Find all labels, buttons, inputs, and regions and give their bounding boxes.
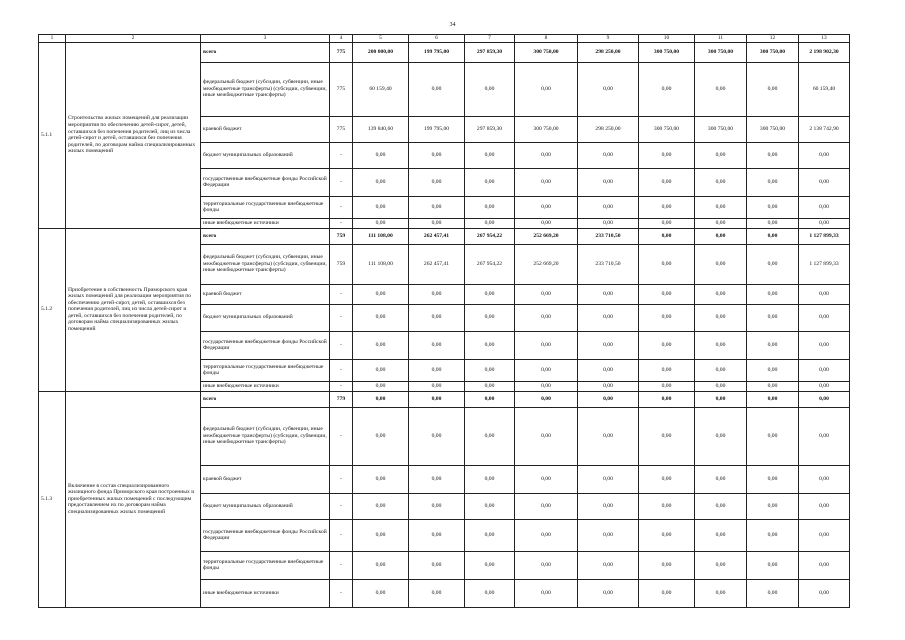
grbs-code: 775 xyxy=(330,62,353,116)
amount-cell: 0,00 xyxy=(799,465,850,493)
amount-cell: 0,00 xyxy=(695,551,747,579)
amount-cell: 0,00 xyxy=(639,304,695,331)
amount-cell: 0,00 xyxy=(747,381,799,391)
amount-cell: 0,00 xyxy=(639,62,695,116)
amount-cell: 0,00 xyxy=(695,519,747,551)
amount-cell: 252 669,20 xyxy=(515,228,578,244)
amount-cell: 0,00 xyxy=(639,196,695,218)
amount-cell: 0,00 xyxy=(747,168,799,196)
amount-cell: 0,00 xyxy=(799,196,850,218)
amount-cell: 0,00 xyxy=(515,519,578,551)
amount-cell: 0,00 xyxy=(465,579,515,607)
amount-cell: 0,00 xyxy=(799,493,850,519)
grbs-code: 775 xyxy=(330,116,353,142)
funding-source: бюджет муниципальных образований xyxy=(201,142,330,168)
amount-cell: 0,00 xyxy=(747,407,799,465)
amount-cell: 297 859,30 xyxy=(465,116,515,142)
amount-cell: 0,00 xyxy=(515,391,578,407)
funding-source: федеральный бюджет (субсидии, субвенции, иные межбюджетные трансферты) (субсидии, субвенции, иные межбюджетные трансферты) xyxy=(201,62,330,116)
section-code: 5.1.1 xyxy=(39,42,66,228)
amount-cell: 0,00 xyxy=(747,142,799,168)
amount-cell: 0,00 xyxy=(695,465,747,493)
amount-cell: 0,00 xyxy=(465,465,515,493)
amount-cell: 0,00 xyxy=(515,62,578,116)
amount-cell: 262 457,41 xyxy=(409,244,465,284)
amount-cell: 0,00 xyxy=(465,331,515,359)
grbs-code: - xyxy=(330,381,353,391)
amount-cell: 300 750,00 xyxy=(747,116,799,142)
amount-cell: 0,00 xyxy=(353,407,409,465)
amount-cell: 0,00 xyxy=(353,284,409,304)
grbs-code: 759 xyxy=(330,244,353,284)
amount-cell: 0,00 xyxy=(465,284,515,304)
amount-cell: 0,00 xyxy=(465,196,515,218)
amount-cell: 0,00 xyxy=(695,391,747,407)
amount-cell: 300 750,00 xyxy=(747,42,799,62)
amount-cell: 0,00 xyxy=(578,381,639,391)
amount-cell: 0,00 xyxy=(695,493,747,519)
grbs-code: - xyxy=(330,493,353,519)
funding-source: государственные внебюджетные фонды Российской Федерации xyxy=(201,519,330,551)
budget-table xyxy=(38,34,850,608)
amount-cell: 0,00 xyxy=(409,381,465,391)
amount-cell: 0,00 xyxy=(695,407,747,465)
amount-cell: 0,00 xyxy=(353,142,409,168)
amount-cell: 0,00 xyxy=(465,359,515,381)
funding-source: бюджет муниципальных образований xyxy=(201,304,330,331)
amount-cell: 0,00 xyxy=(465,407,515,465)
amount-cell: 0,00 xyxy=(353,331,409,359)
amount-cell: 0,00 xyxy=(799,579,850,607)
amount-cell: 0,00 xyxy=(409,168,465,196)
amount-cell: 0,00 xyxy=(695,62,747,116)
amount-cell: 0,00 xyxy=(747,391,799,407)
column-number: 13 xyxy=(799,35,850,43)
amount-cell: 0,00 xyxy=(409,142,465,168)
amount-cell: 0,00 xyxy=(465,218,515,228)
page-number: 34 xyxy=(449,22,456,28)
amount-cell: 0,00 xyxy=(639,465,695,493)
amount-cell: 0,00 xyxy=(409,331,465,359)
amount-cell: 0,00 xyxy=(465,519,515,551)
column-number: 3 xyxy=(201,35,330,43)
amount-cell: 0,00 xyxy=(465,62,515,116)
section-name: Строительство жилых помещений для реализации мероприятия по обеспечению детей-сирот, детей, оставшихся без попечения родителей, лиц из числа детей-сирот и детей, оставшихся без попечения родителей, по договорам найма специализированных жилых помещений xyxy=(66,42,201,228)
amount-cell: 0,00 xyxy=(747,359,799,381)
amount-cell: 0,00 xyxy=(639,359,695,381)
funding-source: государственные внебюджетные фонды Российской Федерации xyxy=(201,168,330,196)
amount-cell: 267 954,22 xyxy=(465,228,515,244)
grbs-code: - xyxy=(330,196,353,218)
amount-cell: 0,00 xyxy=(747,62,799,116)
table-row xyxy=(39,228,850,244)
amount-cell: 0,00 xyxy=(353,551,409,579)
grbs-code: - xyxy=(330,359,353,381)
amount-cell: 60 159,40 xyxy=(353,62,409,116)
funding-source: краевой бюджет xyxy=(201,116,330,142)
amount-cell: 0,00 xyxy=(747,304,799,331)
amount-cell: 60 159,40 xyxy=(799,62,850,116)
amount-cell: 0,00 xyxy=(578,465,639,493)
column-number: 11 xyxy=(695,35,747,43)
amount-cell: 0,00 xyxy=(799,142,850,168)
funding-source: бюджет муниципальных образований xyxy=(201,493,330,519)
column-number: 12 xyxy=(747,35,799,43)
amount-cell: 0,00 xyxy=(799,284,850,304)
amount-cell: 0,00 xyxy=(409,579,465,607)
amount-cell: 0,00 xyxy=(747,196,799,218)
amount-cell: 0,00 xyxy=(515,218,578,228)
table-row xyxy=(39,391,850,407)
amount-cell: 0,00 xyxy=(353,519,409,551)
funding-source: государственные внебюджетные фонды Российской Федерации xyxy=(201,331,330,359)
amount-cell: 0,00 xyxy=(695,331,747,359)
amount-cell: 0,00 xyxy=(578,284,639,304)
amount-cell: 0,00 xyxy=(578,493,639,519)
amount-cell: 0,00 xyxy=(799,407,850,465)
amount-cell: 262 457,41 xyxy=(409,228,465,244)
amount-cell: 0,00 xyxy=(639,331,695,359)
column-number: 9 xyxy=(578,35,639,43)
amount-cell: 0,00 xyxy=(465,493,515,519)
amount-cell: 0,00 xyxy=(465,304,515,331)
amount-cell: 0,00 xyxy=(465,381,515,391)
amount-cell: 0,00 xyxy=(747,228,799,244)
funding-source: иные внебюджетные источники xyxy=(201,218,330,228)
amount-cell: 0,00 xyxy=(639,551,695,579)
amount-cell: 0,00 xyxy=(465,391,515,407)
amount-cell: 0,00 xyxy=(747,493,799,519)
amount-cell: 0,00 xyxy=(799,519,850,551)
amount-cell: 0,00 xyxy=(578,331,639,359)
amount-cell: 0,00 xyxy=(799,391,850,407)
amount-cell: 0,00 xyxy=(799,331,850,359)
amount-cell: 0,00 xyxy=(799,168,850,196)
amount-cell: 139 840,60 xyxy=(353,116,409,142)
column-number: 2 xyxy=(66,35,201,43)
amount-cell: 0,00 xyxy=(578,407,639,465)
amount-cell: 233 710,50 xyxy=(578,244,639,284)
amount-cell: 300 750,00 xyxy=(515,116,578,142)
amount-cell: 297 859,30 xyxy=(465,42,515,62)
amount-cell: 0,00 xyxy=(578,519,639,551)
amount-cell: 0,00 xyxy=(409,304,465,331)
amount-cell: 300 750,00 xyxy=(515,42,578,62)
amount-cell: 0,00 xyxy=(695,142,747,168)
section-name: Включение в состав специализированного жилищного фонда Приморского края построенных и приобретенных жилых помещений с последующим предоставлением их по договорам найма специализированных жилых помещений xyxy=(66,391,201,607)
amount-cell: 0,00 xyxy=(747,519,799,551)
column-number: 1 xyxy=(39,35,66,43)
amount-cell: 0,00 xyxy=(578,304,639,331)
amount-cell: 300 750,00 xyxy=(695,116,747,142)
funding-source: иные внебюджетные источники xyxy=(201,381,330,391)
amount-cell: 0,00 xyxy=(515,551,578,579)
amount-cell: 0,00 xyxy=(353,391,409,407)
amount-cell: 0,00 xyxy=(578,551,639,579)
amount-cell: 0,00 xyxy=(353,493,409,519)
amount-cell: 0,00 xyxy=(799,218,850,228)
amount-cell: 300 750,00 xyxy=(639,116,695,142)
amount-cell: 0,00 xyxy=(695,228,747,244)
amount-cell: 0,00 xyxy=(515,142,578,168)
amount-cell: 0,00 xyxy=(639,228,695,244)
grbs-code: 759 xyxy=(330,228,353,244)
amount-cell: 0,00 xyxy=(353,304,409,331)
amount-cell: 0,00 xyxy=(353,359,409,381)
amount-cell: 0,00 xyxy=(515,381,578,391)
amount-cell: 0,00 xyxy=(353,218,409,228)
grbs-code: 775 xyxy=(330,42,353,62)
funding-source: территориальные государственные внебюджетные фонды xyxy=(201,359,330,381)
section-name: Приобретение в собственность Приморского края жилых помещений для реализации мероприятия по обеспечению детей-сирот, детей, оставшихся без попечения родителей, лиц из числа детей-сирот и детей, оставшихся без попечения родителей, по договорам найма специализированных жилых помещений xyxy=(66,228,201,391)
amount-cell: 1 127 899,33 xyxy=(799,244,850,284)
funding-source: всего xyxy=(201,228,330,244)
amount-cell: 2 138 742,90 xyxy=(799,116,850,142)
grbs-code: - xyxy=(330,551,353,579)
amount-cell: 0,00 xyxy=(409,391,465,407)
amount-cell: 0,00 xyxy=(409,551,465,579)
funding-source: всего xyxy=(201,391,330,407)
table-row xyxy=(39,42,850,62)
amount-cell: 0,00 xyxy=(799,359,850,381)
amount-cell: 0,00 xyxy=(409,519,465,551)
amount-cell: 199 795,00 xyxy=(409,42,465,62)
amount-cell: 233 710,50 xyxy=(578,228,639,244)
funding-source: федеральный бюджет (субсидии, субвенции, иные межбюджетные трансферты) (субсидии, субвенции, иные межбюджетные трансферты) xyxy=(201,244,330,284)
amount-cell: 0,00 xyxy=(409,196,465,218)
amount-cell: 0,00 xyxy=(747,244,799,284)
funding-source: краевой бюджет xyxy=(201,284,330,304)
amount-cell: 0,00 xyxy=(639,407,695,465)
amount-cell: 0,00 xyxy=(353,381,409,391)
amount-cell: 0,00 xyxy=(695,359,747,381)
funding-source: федеральный бюджет (субсидии, субвенции, иные межбюджетные трансферты) (субсидии, субвенции, иные межбюджетные трансферты) xyxy=(201,407,330,465)
amount-cell: 0,00 xyxy=(799,304,850,331)
amount-cell: 0,00 xyxy=(515,579,578,607)
amount-cell: 300 750,00 xyxy=(695,42,747,62)
amount-cell: 0,00 xyxy=(578,142,639,168)
amount-cell: 0,00 xyxy=(747,551,799,579)
amount-cell: 0,00 xyxy=(747,331,799,359)
amount-cell: 0,00 xyxy=(639,244,695,284)
amount-cell: 0,00 xyxy=(409,465,465,493)
amount-cell: 0,00 xyxy=(409,218,465,228)
amount-cell: 0,00 xyxy=(695,244,747,284)
section-code: 5.1.2 xyxy=(39,228,66,391)
amount-cell: 0,00 xyxy=(515,196,578,218)
amount-cell: 0,00 xyxy=(578,579,639,607)
amount-cell: 0,00 xyxy=(515,493,578,519)
amount-cell: 0,00 xyxy=(747,465,799,493)
grbs-code: - xyxy=(330,284,353,304)
amount-cell: 0,00 xyxy=(465,168,515,196)
amount-cell: 0,00 xyxy=(747,284,799,304)
amount-cell: 0,00 xyxy=(465,142,515,168)
column-number-row xyxy=(39,35,850,43)
amount-cell: 0,00 xyxy=(695,196,747,218)
amount-cell: 111 108,00 xyxy=(353,228,409,244)
amount-cell: 0,00 xyxy=(695,284,747,304)
section-code: 5.1.3 xyxy=(39,391,66,607)
amount-cell: 0,00 xyxy=(515,465,578,493)
amount-cell: 0,00 xyxy=(747,218,799,228)
amount-cell: 267 954,22 xyxy=(465,244,515,284)
amount-cell: 0,00 xyxy=(578,218,639,228)
amount-cell: 0,00 xyxy=(695,381,747,391)
grbs-code: - xyxy=(330,304,353,331)
amount-cell: 0,00 xyxy=(353,465,409,493)
amount-cell: 0,00 xyxy=(515,168,578,196)
funding-source: иные внебюджетные источники xyxy=(201,579,330,607)
amount-cell: 0,00 xyxy=(578,62,639,116)
amount-cell: 0,00 xyxy=(409,493,465,519)
amount-cell: 0,00 xyxy=(639,284,695,304)
amount-cell: 0,00 xyxy=(639,579,695,607)
amount-cell: 252 669,20 xyxy=(515,244,578,284)
amount-cell: 111 108,00 xyxy=(353,244,409,284)
amount-cell: 0,00 xyxy=(578,391,639,407)
amount-cell: 1 127 899,33 xyxy=(799,228,850,244)
amount-cell: 0,00 xyxy=(799,381,850,391)
column-number: 8 xyxy=(515,35,578,43)
amount-cell: 0,00 xyxy=(578,168,639,196)
funding-source: территориальные государственные внебюджетные фонды xyxy=(201,196,330,218)
amount-cell: 0,00 xyxy=(578,196,639,218)
column-number: 6 xyxy=(409,35,465,43)
column-number: 10 xyxy=(639,35,695,43)
grbs-code: - xyxy=(330,142,353,168)
amount-cell: 0,00 xyxy=(353,168,409,196)
funding-source: краевой бюджет xyxy=(201,465,330,493)
amount-cell: 0,00 xyxy=(799,551,850,579)
grbs-code: - xyxy=(330,331,353,359)
grbs-code: - xyxy=(330,519,353,551)
funding-source: территориальные государственные внебюджетные фонды xyxy=(201,551,330,579)
amount-cell: 0,00 xyxy=(409,284,465,304)
amount-cell: 0,00 xyxy=(639,218,695,228)
amount-cell: 0,00 xyxy=(409,407,465,465)
grbs-code: - xyxy=(330,465,353,493)
amount-cell: 0,00 xyxy=(695,579,747,607)
amount-cell: 0,00 xyxy=(515,284,578,304)
amount-cell: 0,00 xyxy=(409,62,465,116)
amount-cell: 0,00 xyxy=(695,168,747,196)
amount-cell: 0,00 xyxy=(639,381,695,391)
amount-cell: 0,00 xyxy=(639,493,695,519)
amount-cell: 0,00 xyxy=(515,359,578,381)
amount-cell: 0,00 xyxy=(578,359,639,381)
grbs-code: - xyxy=(330,218,353,228)
amount-cell: 298 250,00 xyxy=(578,116,639,142)
amount-cell: 2 198 902,30 xyxy=(799,42,850,62)
grbs-code: 779 xyxy=(330,391,353,407)
amount-cell: 0,00 xyxy=(639,142,695,168)
amount-cell: 0,00 xyxy=(695,304,747,331)
amount-cell: 0,00 xyxy=(409,359,465,381)
amount-cell: 298 250,00 xyxy=(578,42,639,62)
amount-cell: 0,00 xyxy=(353,579,409,607)
amount-cell: 0,00 xyxy=(515,331,578,359)
amount-cell: 300 750,00 xyxy=(639,42,695,62)
grbs-code: - xyxy=(330,579,353,607)
amount-cell: 0,00 xyxy=(465,551,515,579)
amount-cell: 0,00 xyxy=(695,218,747,228)
amount-cell: 0,00 xyxy=(353,196,409,218)
column-number: 4 xyxy=(330,35,353,43)
amount-cell: 0,00 xyxy=(515,407,578,465)
grbs-code: - xyxy=(330,407,353,465)
funding-source: всего xyxy=(201,42,330,62)
amount-cell: 199 795,00 xyxy=(409,116,465,142)
amount-cell: 0,00 xyxy=(639,168,695,196)
amount-cell: 0,00 xyxy=(639,519,695,551)
column-number: 5 xyxy=(353,35,409,43)
amount-cell: 0,00 xyxy=(639,391,695,407)
grbs-code: - xyxy=(330,168,353,196)
column-number: 7 xyxy=(465,35,515,43)
amount-cell: 0,00 xyxy=(747,579,799,607)
amount-cell: 200 000,00 xyxy=(353,42,409,62)
amount-cell: 0,00 xyxy=(515,304,578,331)
